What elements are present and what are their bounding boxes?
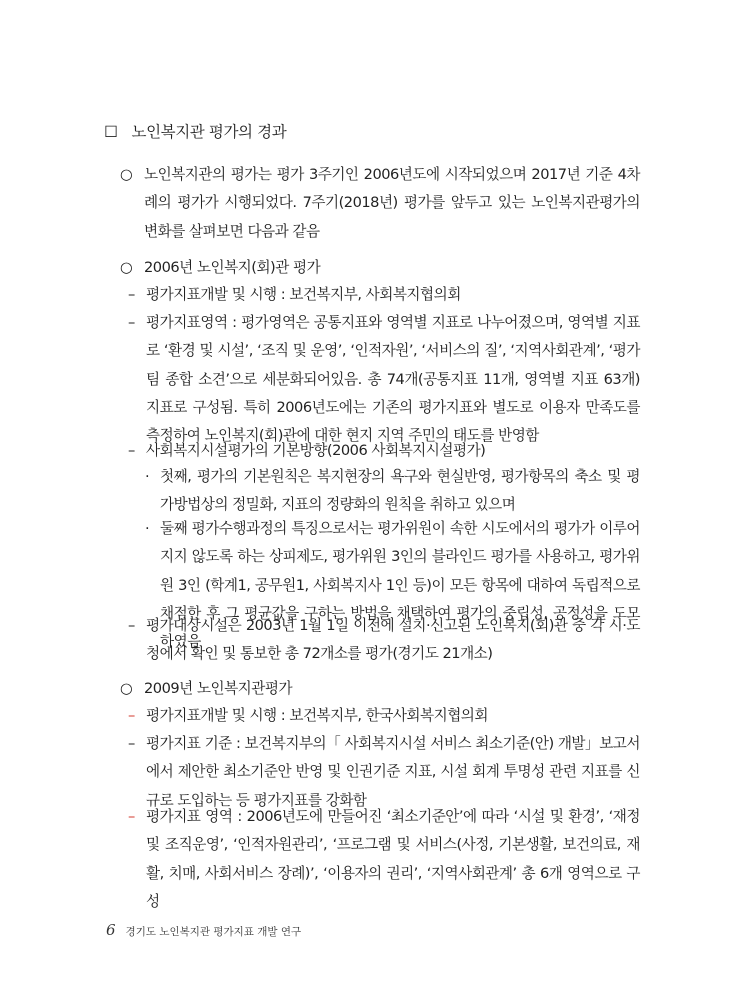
section-heading-title: 노인복지관 평가의 경과: [131, 123, 287, 141]
dash-bullet-icon: –: [128, 735, 135, 752]
section-2006-title: [120, 254, 640, 282]
list-item-text: 평가대상시설은 2003년 1월 1일 이전에 설치·신고된 노인복지(회)관 중 각 시·도청에서 확인 및 통보한 총 72개소를 평가(경기도 21개소): [146, 617, 640, 663]
intro-paragraph: [120, 161, 640, 246]
checkbox-square-icon: ☐: [104, 123, 118, 141]
sub-item-first-principle: [145, 463, 640, 520]
list-item-text: 사회복지시설평가의 기본방향(2006 사회복지시설평가): [146, 442, 486, 459]
list-item-text: 평가지표영역 : 평가영역은 공통지표와 영역별 지표로 나누어졌으며, 영역별 지표로 ‘환경 및 시설’, ‘조직 및 운영’, ‘인적자원’, ‘서비스의 질’, ‘지역사회관계’, ‘평가팀 종합 소견’으로 세분화되어있음. 총 74개(공통지표 11개, 영역별 지표 63개) 지표로 구성됨. 특히 2006년도에는 기존의 평가지표와 별도로 이용자 만족도를 측정하여 노인복지(회)관에 대한 현지 지역 주민의 태도를 반영함: [146, 314, 640, 445]
middle-dot-bullet-icon: ·: [145, 468, 150, 485]
section-2009-title: [120, 675, 640, 703]
section-2009-title-text: 2009년 노인복지관평가: [144, 680, 293, 697]
section-heading: [104, 120, 286, 142]
list-item-2009-development: [128, 702, 640, 730]
sub-item-text: 첫째, 평가의 기본원칙은 복지현장의 욕구와 현실반영, 평가항목의 축소 및 평가방법상의 정밀화, 지표의 정량화의 원칙을 취하고 있으며: [160, 468, 640, 514]
list-item-2006-direction: [128, 437, 640, 465]
middle-dot-bullet-icon: ·: [145, 520, 150, 537]
list-item-text: 평가지표개발 및 시행 : 보건복지부, 한국사회복지협의회: [146, 707, 488, 724]
dash-bullet-icon: –: [128, 442, 135, 459]
running-title: 경기도 노인복지관 평가지표 개발 연구: [125, 926, 302, 938]
list-item-2009-domains: [128, 803, 640, 916]
intro-text: 노인복지관의 평가는 평가 3주기인 2006년도에 시작되었으며 2017년 기준 4차례의 평가가 시행되었다. 7주기(2018년) 평가를 앞두고 있는 노인복지관평가의 변화를 살펴보면 다음과 같음: [144, 166, 640, 240]
section-2006-title-text: 2006년 노인복지(회)관 평가: [144, 259, 321, 276]
dash-bullet-icon: –: [128, 808, 135, 825]
list-item-text: 평가지표개발 및 시행 : 보건복지부, 사회복지협의회: [146, 286, 461, 303]
list-item-2006-domains: [128, 309, 640, 450]
circle-bullet-icon: ○: [120, 680, 133, 697]
dash-bullet-icon: –: [128, 707, 135, 724]
list-item-2006-targets: [128, 612, 640, 669]
circle-bullet-icon: ○: [120, 166, 133, 183]
circle-bullet-icon: ○: [120, 259, 133, 276]
page-footer: [106, 921, 301, 939]
list-item-2006-development: [128, 281, 640, 309]
list-item-text: 평가지표 기준 : 보건복지부의「 사회복지시설 서비스 최소기준(안) 개발」보고서에서 제안한 최소기준안 반영 및 인권기준 지표, 시설 회계 투명성 관련 지표를 신규로 도입하는 등 평가지표를 강화함: [146, 735, 640, 809]
dash-bullet-icon: –: [128, 286, 135, 303]
sub-item-text: 둘째 평가수행과정의 특징으로서는 평가위원이 속한 시도에서의 평가가 이루어지지 않도록 하는 상피제도, 평가위원 3인의 블라인드 평가를 사용하고, 평가위원 3인 (학계1, 공무원1, 사회복지사 1인 등)이 모든 항목에 대하여 독립적으로 채점한 후 그 평균값을 구하는 방법을 채택하여 평가의 중립성, 공정성을 도모하였음: [160, 520, 640, 651]
dash-bullet-icon: –: [128, 617, 135, 634]
dash-bullet-icon: –: [128, 314, 135, 331]
page-number: 6: [106, 921, 116, 939]
list-item-text: 평가지표 영역 : 2006년도에 만들어진 ‘최소기준안’에 따라 ‘시설 및 환경’, ‘재정 및 조직운영’, ‘인적자원관리’, ‘프로그램 및 서비스(사정, 기본생활, 보건의료, 재활, 치매, 사회서비스 장례)’, ‘이용자의 권리’, ‘지역사회관계’ 총 6개 영역으로 구성: [146, 808, 640, 910]
